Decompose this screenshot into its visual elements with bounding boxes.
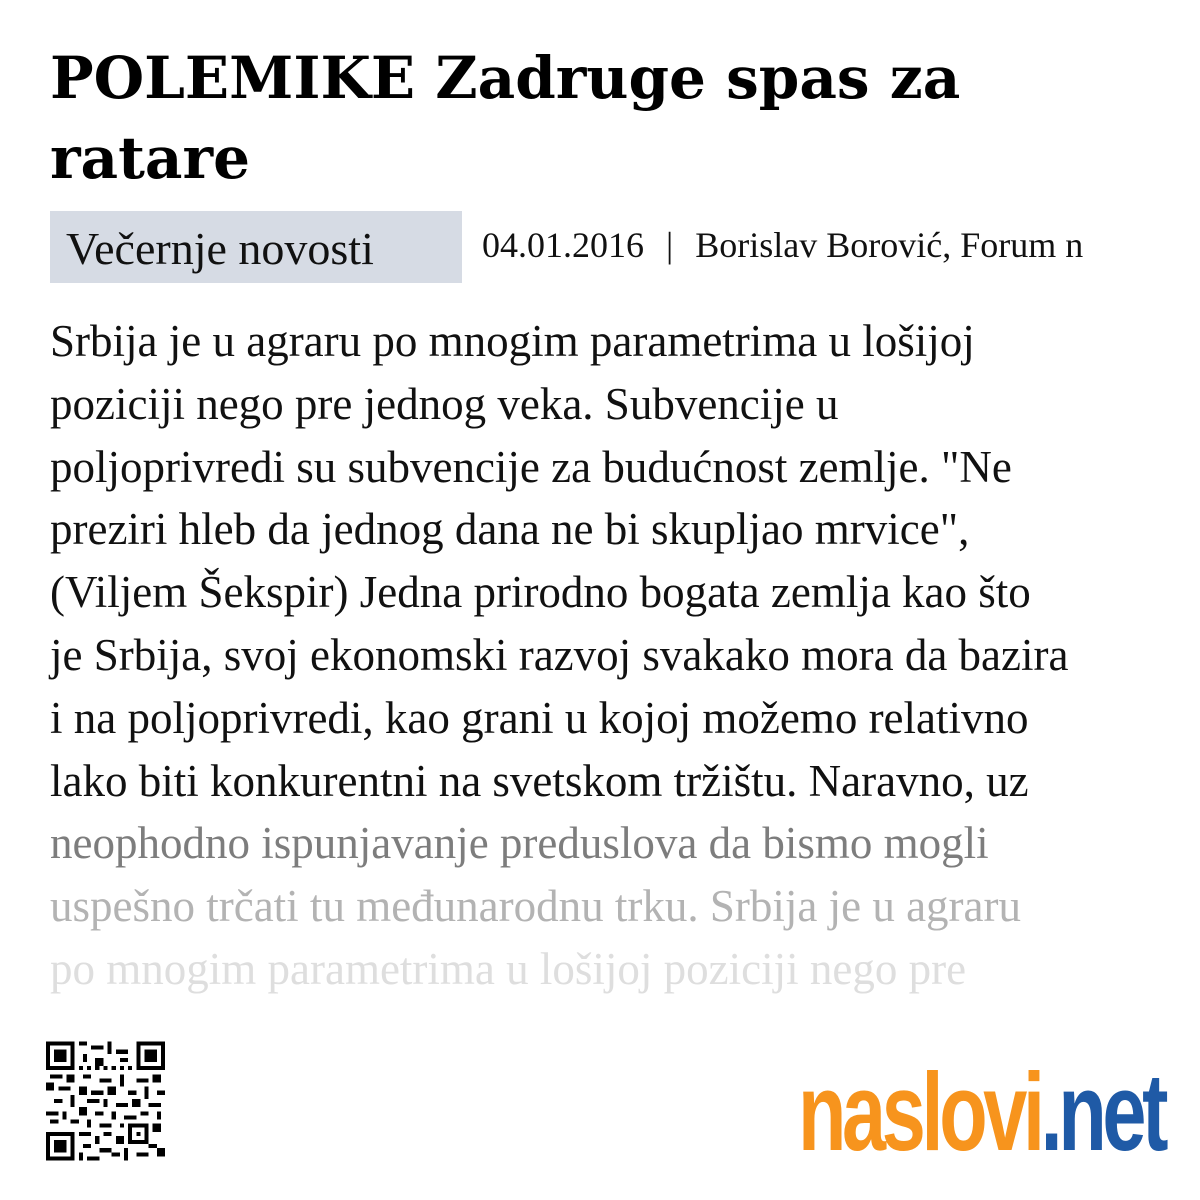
body-line: po mnogim parametrima u lošijoj poziciji nego pre: [50, 943, 967, 994]
body-line: Srbija je u agraru po mnogim parametrima u lošijoj: [50, 316, 975, 366]
source-badge[interactable]: Večernje novosti: [50, 211, 462, 283]
body-line: uspešno trčati tu međunarodnu trku. Srbija je u agraru: [50, 881, 1021, 932]
meta-separator: |: [666, 225, 674, 265]
logo-part-naslovi: naslovi: [798, 1051, 1041, 1174]
naslovi-net-logo[interactable]: [798, 1051, 1165, 1174]
meta-line: [482, 223, 1083, 267]
body-line: lako biti konkurentni na svetskom tržištu. Naravno, uz: [50, 755, 1029, 806]
body-line: poziciji nego pre jednog veka. Subvencije u: [50, 378, 839, 429]
body-line: i na poljoprivredi, kao grani u kojoj možemo relativno: [50, 692, 1029, 743]
article-author: Borislav Borović, Forum n: [695, 225, 1084, 265]
article-date: 04.01.2016: [482, 225, 644, 265]
body-line: je Srbija, svoj ekonomski razvoj svakako mora da bazira: [50, 629, 1069, 680]
article-meta: [50, 211, 1200, 283]
article-body: [50, 310, 1190, 1001]
body-line: neophodno ispunjavanje preduslova da bismo mogli: [50, 818, 989, 869]
article-headline: POLEMIKE Zadruge spas za ratare: [50, 44, 961, 192]
body-line: (Viljem Šekspir) Jedna prirodno bogata zemlja kao što: [50, 567, 1031, 618]
body-line: preziri hleb da jednog dana ne bi skupljao mrvice",: [50, 504, 970, 555]
body-line: poljoprivredi su subvencije za budućnost zemlje. "Ne: [50, 441, 1012, 492]
qr-code-icon[interactable]: [46, 1038, 165, 1164]
logo-part-net: .net: [1040, 1051, 1165, 1174]
